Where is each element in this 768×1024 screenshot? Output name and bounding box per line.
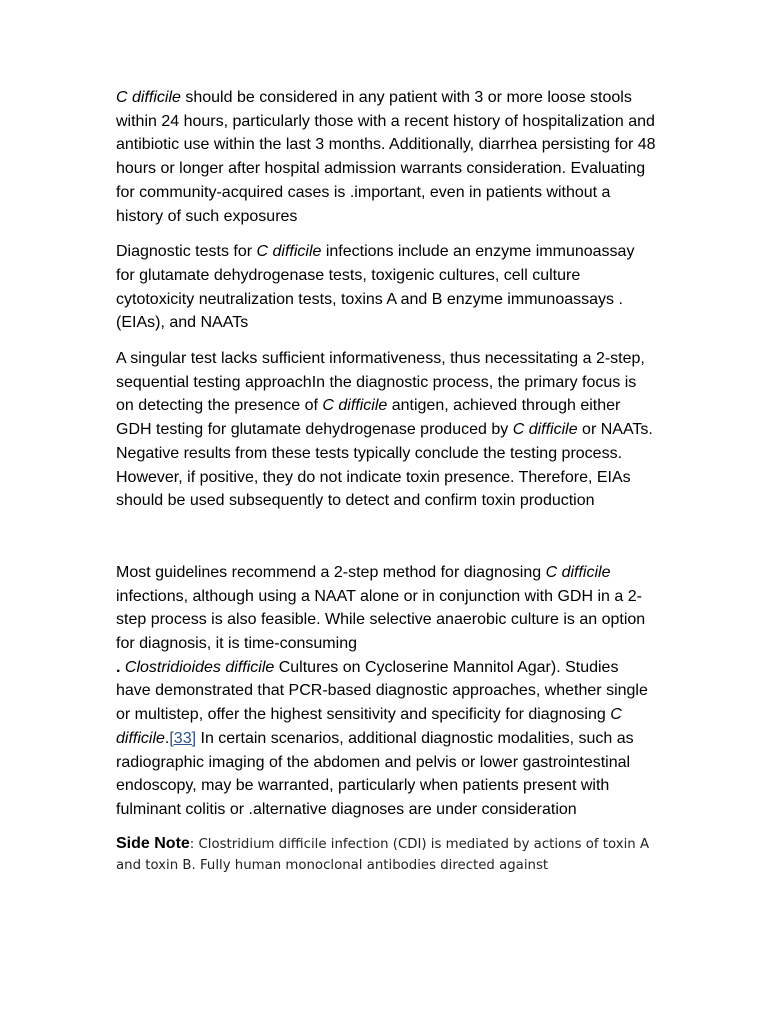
organism-name: C difficile [116,706,622,747]
document-body [116,86,656,876]
paragraph-text: Most guidelines recommend a 2-step method for diagnosing [116,563,546,581]
organism-name: C difficile [545,563,611,581]
paragraph-guidelines [116,561,656,822]
organism-full-name: Clostridioides difficile [124,658,275,676]
citation-link[interactable]: [33] [169,729,197,747]
side-note [116,834,656,876]
organism-name: C difficile [256,243,322,261]
paragraph-text: infections, although using a NAAT alone or in conjunction with GDH in a 2-step process is also feasible. While selective anaerobic culture is an option for diagnosis, it is time-consuming [116,587,646,653]
side-note-body: Clostridium difficile infection (CDI) is mediated by actions of toxin A and toxin B. Fully human monoclonal antibodies directed against [116,836,650,873]
paragraph-text: or NAATs. Negative results from these tests typically conclude the testing process. However, if positive, they do not indicate toxin presence. Therefore, EIAs should be used subsequently to detect and confirm toxin production [116,421,653,510]
paragraph-text: A singular test lacks sufficient informativeness, thus necessitating a 2-step, sequential testing approachIn the diagnostic process, the primary focus is on detecting the presence of [116,350,645,415]
paragraph-gap [116,525,656,561]
paragraph-diagnostic-tests [116,240,656,335]
paragraph-text: Diagnostic tests for [116,243,257,261]
paragraph-text: should be considered in any patient with 3 or more loose stools within 24 hours, particularly those with a recent history of hospitalization and antibiotic use within the last 3 months. Additionally, diarrhea persisting for 48 hours or longer after hospital admission warrants consideration. Evaluating for community-acquired cases is .important, even in patients without a history of such exposures [116,89,656,225]
paragraph-text: Cultures on Cycloserine Mannitol Agar). Studies have demonstrated that PCR-based diagnostic approaches, whether single or multistep, offer the highest sensitivity and specificity for diagnosing [116,658,648,724]
paragraph-clinical-suspicion [116,86,656,228]
organism-name: C difficile [512,421,578,439]
paragraph-text: antigen, achieved through either GDH testing for glutamate dehydrogenase produced by [116,397,621,439]
side-note-separator: : [189,836,199,852]
organism-name: C difficile [116,89,181,106]
organism-name: C difficile [322,397,388,415]
paragraph-text: . [164,729,170,747]
side-note-label: Side Note [116,834,190,852]
bold-period: . [116,658,125,676]
paragraph-text: infections include an enzyme immunoassay for glutamate dehydrogenase tests, toxigenic cultures, cell culture cytotoxicity neutralization tests, toxins A and B enzyme immunoassays .(EIAs), and NAATs [116,243,635,332]
paragraph-sequential-testing [116,347,656,513]
paragraph-text: In certain scenarios, additional diagnostic modalities, such as radiographic imaging of the abdomen and pelvis or lower gastrointestinal endoscopy, may be warranted, particularly when patients present with fulminant colitis or .alternative diagnoses are under consideration [116,729,634,818]
